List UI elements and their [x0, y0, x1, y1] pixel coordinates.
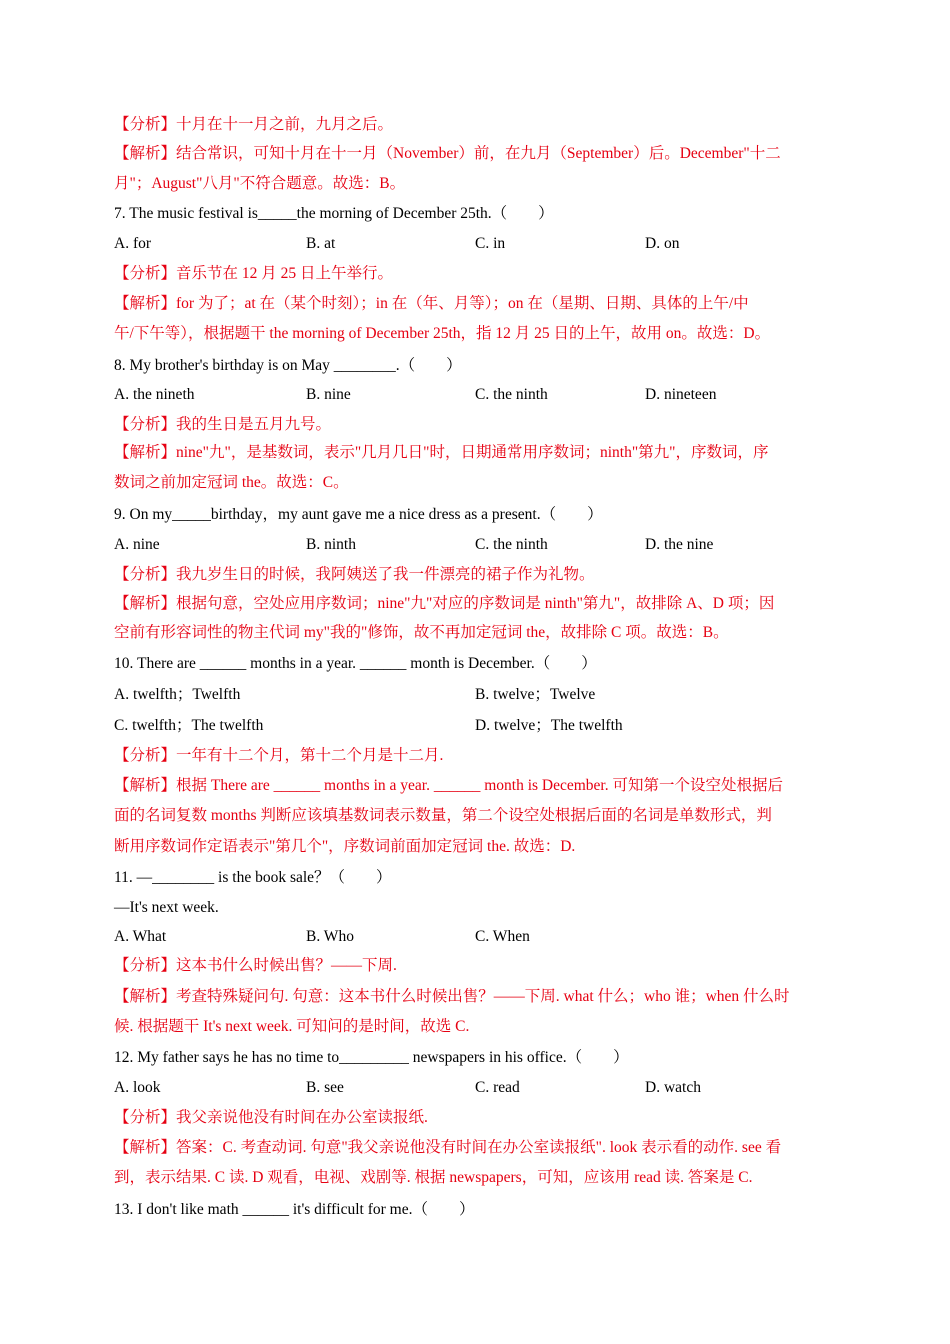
answer-option: C. the ninth — [475, 386, 548, 403]
answer-option: D. twelve；The twelfth — [475, 717, 623, 734]
analysis-line: 【解析】根据 There are ______ months in a year. ______ month is December. 可知第一个设空处根据后 — [114, 777, 783, 794]
question-text: 13. I don't like math ______ it's difficult for me.（ ） — [114, 1201, 475, 1218]
answer-option: C. twelfth；The twelfth — [114, 717, 264, 734]
answer-option: D. watch — [645, 1079, 701, 1096]
answer-option: A. nine — [114, 536, 160, 553]
answer-option: A. the nineth — [114, 386, 195, 403]
answer-option: B. nine — [306, 386, 351, 403]
analysis-line: 【分析】一年有十二个月，第十二个月是十二月. — [114, 747, 444, 764]
answer-option: A. for — [114, 235, 152, 252]
analysis-line: 【分析】我的生日是五月九号。 — [114, 416, 332, 433]
answer-option: B. Who — [306, 928, 354, 945]
answer-option: C. read — [475, 1079, 520, 1096]
analysis-line: 【分析】十月在十一月之前，九月之后。 — [114, 116, 394, 133]
answer-option: D. the nine — [645, 536, 714, 553]
analysis-line: 月"；August"八月"不符合题意。故选：B。 — [114, 175, 406, 192]
analysis-line: 数词之前加定冠词 the。故选：C。 — [114, 474, 349, 491]
answer-option: B. see — [306, 1079, 344, 1096]
answer-option: B. twelve；Twelve — [475, 686, 596, 703]
answer-option: C. in — [475, 235, 506, 252]
analysis-line: 【分析】这本书什么时候出售？——下周. — [114, 957, 397, 974]
analysis-line: 【解析】根据句意，空处应用序数词；nine"九"对应的序数词是 ninth"第九"，故排除 A、D 项；因 — [114, 595, 775, 612]
analysis-line: 【解析】考查特殊疑问句. 句意：这本书什么时候出售？——下周. what 什么；who 谁；when 什么时 — [114, 988, 790, 1005]
answer-option: A. twelfth；Twelfth — [114, 686, 241, 703]
analysis-line: 【解析】for 为了；at 在（某个时刻）；in 在（年、月等）；on 在（星期、日期、具体的上午/中 — [114, 295, 749, 312]
question-text: 9. On my_____birthday，my aunt gave me a nice dress as a present.（ ） — [114, 506, 603, 523]
question-text: 10. There are ______ months in a year. ______ month is December.（ ） — [114, 655, 597, 672]
question-text: 8. My brother's birthday is on May ________.（ ） — [114, 357, 462, 374]
question-text: 12. My father says he has no time to_________ newspapers in his office.（ ） — [114, 1049, 629, 1066]
analysis-line: 午/下午等），根据题干 the morning of December 25th，指 12 月 25 日的上午，故用 on。故选：D。 — [114, 325, 771, 342]
analysis-line: 【分析】音乐节在 12 月 25 日上午举行。 — [114, 265, 394, 282]
analysis-line: 空前有形容词性的物主代词 my"我的"修饰，故不再加定冠词 the，故排除 C 项。故选：B。 — [114, 624, 729, 641]
answer-option: B. ninth — [306, 536, 356, 553]
analysis-line: 【分析】我九岁生日的时候，我阿姨送了我一件漂亮的裙子作为礼物。 — [114, 566, 595, 583]
question-text: 11. —________ is the book sale？（ ） — [114, 869, 392, 886]
analysis-line: 到，表示结果. C 读. D 观看，电视、戏剧等. 根据 newspapers，可知，应该用 read 读. 答案是 C. — [114, 1169, 753, 1186]
answer-option: A. look — [114, 1079, 161, 1096]
analysis-line: 【分析】我父亲说他没有时间在办公室读报纸. — [114, 1109, 428, 1126]
analysis-line: 【解析】答案：C. 考查动词. 句意"我父亲说他没有时间在办公室读报纸". look 表示看的动作. see 看 — [114, 1139, 782, 1156]
answer-option: D. on — [645, 235, 680, 252]
answer-option: A. What — [114, 928, 167, 945]
answer-option: B. at — [306, 235, 336, 252]
analysis-line: 【解析】结合常识，可知十月在十一月（November）前，在九月（September）后。December"十二 — [114, 145, 781, 162]
answer-option: C. When — [475, 928, 530, 945]
analysis-line: 【解析】nine"九"，是基数词，表示"几月几日"时，日期通常用序数词；ninth"第九"，序数词，序 — [114, 444, 769, 461]
question-text: —It's next week. — [114, 899, 219, 916]
analysis-line: 面的名词复数 months 判断应该填基数词表示数量，第二个设空处根据后面的名词是单数形式，判 — [114, 807, 772, 824]
answer-option: D. nineteen — [645, 386, 717, 403]
analysis-line: 断用序数词作定语表示"第几个"，序数词前面加定冠词 the. 故选：D. — [114, 838, 576, 855]
answer-option: C. the ninth — [475, 536, 548, 553]
analysis-line: 候. 根据题干 It's next week. 可知问的是时间，故选 C. — [114, 1018, 470, 1035]
question-text: 7. The music festival is_____the morning of December 25th.（ ） — [114, 205, 554, 222]
